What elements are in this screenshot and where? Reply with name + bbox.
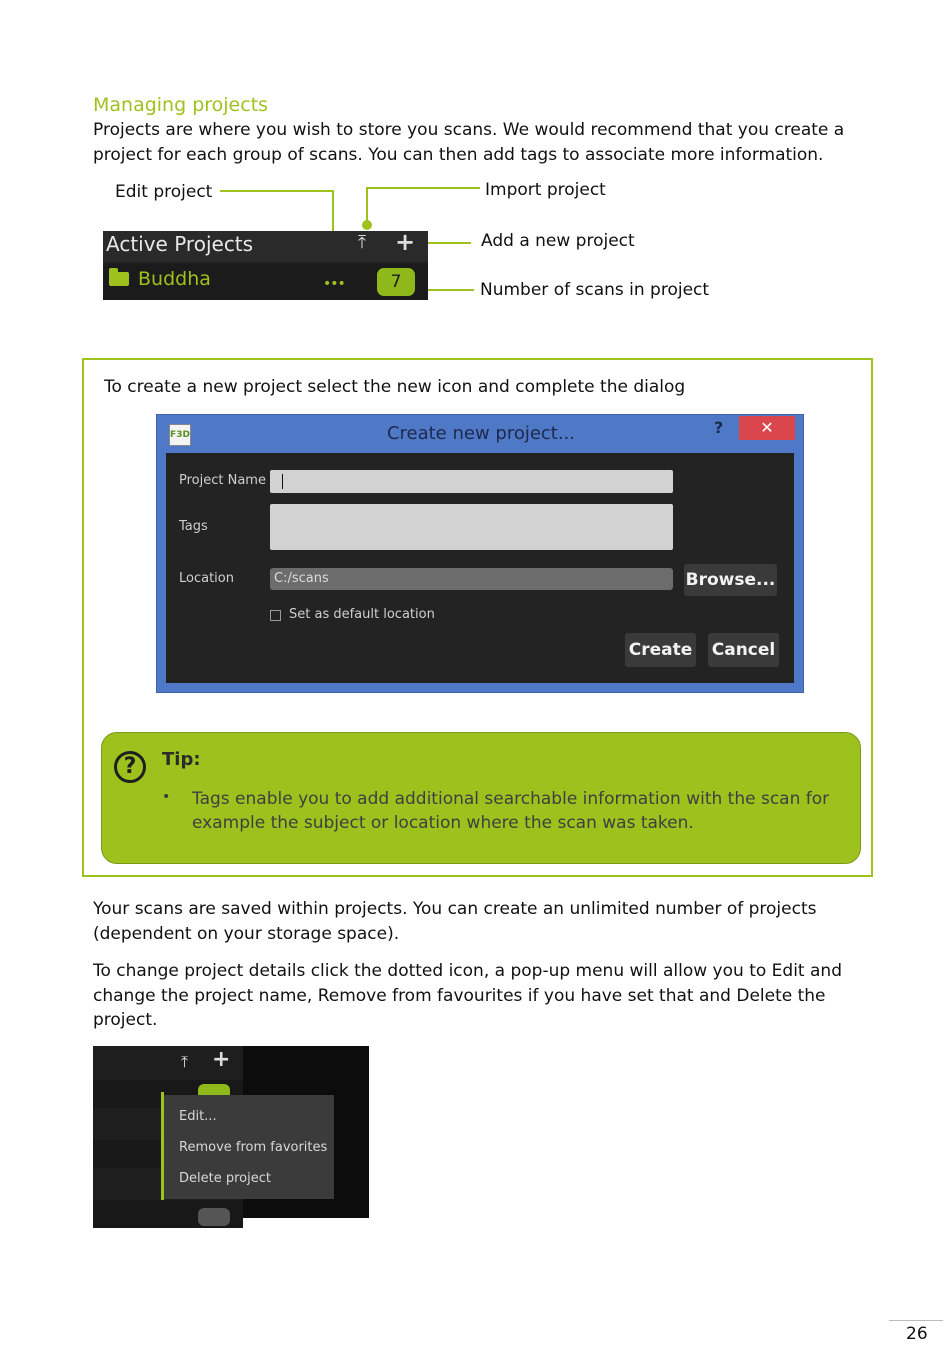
- menu-item-delete[interactable]: Delete project: [179, 1171, 271, 1186]
- scan-count-badge: 7: [377, 268, 415, 296]
- import-callout-dot: [362, 220, 372, 230]
- edit-project-label: Edit project: [115, 182, 213, 202]
- tags-input[interactable]: [270, 504, 673, 550]
- box-intro-text: To create a new project select the new icon and complete the dialog: [104, 377, 686, 397]
- add-project-icon[interactable]: +: [212, 1047, 231, 1072]
- projects-paragraph: Your scans are saved within projects. You can create an unlimited number of projects (dependent on your storage space).: [93, 899, 817, 944]
- cancel-button[interactable]: Cancel: [708, 633, 779, 667]
- folder-icon: [109, 272, 129, 286]
- project-name: Buddha: [138, 268, 211, 290]
- import-icon[interactable]: ⤒: [181, 1052, 189, 1071]
- app-logo-icon: F3D: [169, 424, 191, 446]
- dialog-body: [166, 453, 794, 683]
- page-number: 26: [906, 1324, 928, 1344]
- import-icon[interactable]: ⤒: [358, 232, 366, 253]
- location-input[interactable]: C:/scans: [270, 568, 673, 590]
- create-project-dialog: [156, 414, 804, 693]
- help-icon[interactable]: ?: [714, 418, 724, 437]
- tags-label: Tags: [179, 519, 208, 534]
- browse-button[interactable]: Browse...: [684, 564, 777, 596]
- section-heading: Managing projects: [93, 94, 269, 116]
- project-row[interactable]: [103, 264, 428, 300]
- project-name-input[interactable]: [270, 470, 673, 493]
- project-name-label: Project Name: [179, 473, 266, 488]
- default-location-checkbox[interactable]: [270, 610, 281, 621]
- menu-accent-bar: [161, 1092, 164, 1200]
- scan-count-badge: [198, 1208, 230, 1226]
- menu-item-edit[interactable]: Edit...: [179, 1109, 217, 1124]
- create-button[interactable]: Create: [625, 633, 696, 667]
- location-label: Location: [179, 571, 234, 586]
- tip-title: Tip:: [162, 749, 201, 770]
- dialog-title: Create new project...: [386, 423, 576, 444]
- import-project-label: Import project: [485, 180, 606, 200]
- scan-count-label: Number of scans in project: [480, 280, 710, 300]
- page-number-rule: [889, 1320, 943, 1321]
- import-callout-line: [367, 188, 480, 225]
- intro-paragraph: Projects are where you wish to store you scans. We would recommend that you create a project for each group of scans. You can then add tags to associate more information.: [93, 120, 845, 165]
- menu-item-remove-favorites[interactable]: Remove from favorites: [179, 1140, 328, 1155]
- panel-title: Active Projects: [106, 232, 254, 256]
- dotted-menu-icon[interactable]: •••: [323, 276, 345, 292]
- popup-menu: [163, 1095, 334, 1199]
- text-caret: [282, 474, 283, 489]
- default-location-label: Set as default location: [289, 607, 435, 622]
- close-button[interactable]: ✕: [739, 416, 795, 440]
- add-project-icon[interactable]: +: [395, 228, 416, 256]
- panel-header: [103, 228, 428, 262]
- active-projects-panel: [103, 228, 428, 300]
- bullet-icon: •: [162, 789, 171, 805]
- tip-callout: [101, 732, 861, 864]
- tip-text: Tags enable you to add additional searchable information with the scan for example the subject or location where the scan was taken.: [192, 789, 830, 833]
- change-details-paragraph: To change project details click the dotted icon, a pop-up menu will allow you to Edit and change the project name, Remove from favourites if you have set that and Delete the project.: [93, 961, 842, 1030]
- popup-menu-screenshot: [93, 1046, 369, 1218]
- add-project-label: Add a new project: [481, 231, 635, 251]
- question-icon: ?: [114, 751, 146, 783]
